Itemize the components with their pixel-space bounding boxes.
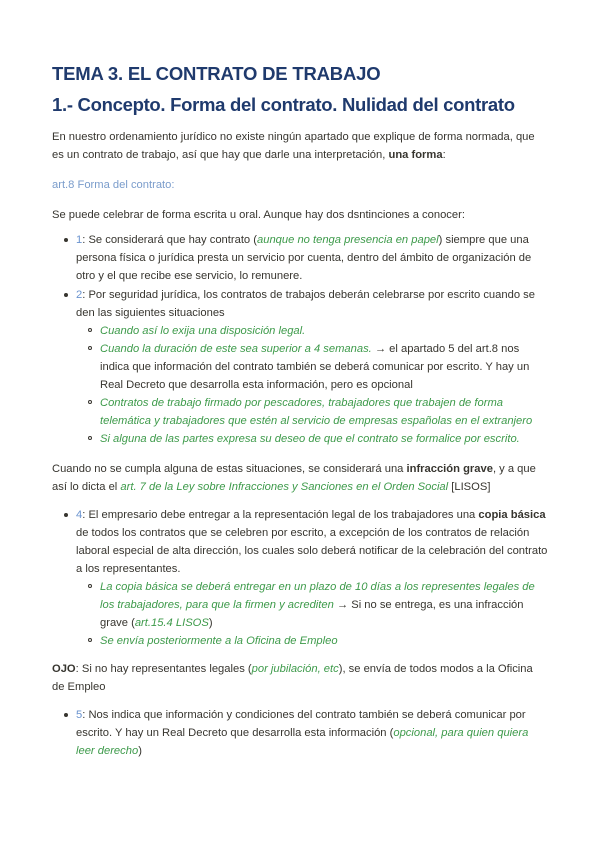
se-puede-paragraph: Se puede celebrar de forma escrita u oral. Aunque hay dos dsntinciones a conocer: — [52, 209, 465, 221]
sub-text: → Si no se entrega, es una infracción grave ( — [100, 599, 524, 629]
list-item — [76, 231, 548, 285]
section-heading: 1.- Concepto. Forma del contrato. Nulidad del contrato — [52, 94, 515, 115]
sublist-item — [100, 340, 548, 394]
sublist-item: Contratos de trabajo firmado por pescadores, trabajadores que trabajen de forma telemática y trabajadores que estén al servicio de empresas españolas en el extranjero — [100, 394, 548, 430]
sublist-item: Si alguna de las partes expresa su deseo de que el contrato se formalice por escrito. — [100, 430, 548, 448]
sub-green-text: art.15.4 LISOS — [134, 617, 209, 629]
document-title: TEMA 3. EL CONTRATO DE TRABAJO — [52, 63, 381, 84]
sub-green-text: La copia básica se deberá entregar en un plazo de 10 días a los representes legales de los trabajadores, para que la firmen y acrediten — [100, 581, 535, 611]
sublist-item — [100, 578, 548, 632]
intro-bold: una forma — [388, 149, 443, 161]
item-number: 4 — [76, 509, 83, 521]
ojo-green: por jubilación, etc — [251, 663, 339, 675]
cuando-text: , y a que así lo dicta el — [52, 463, 536, 493]
ojo-text: : Si no hay representantes legales ( — [75, 663, 252, 675]
intro-text: En nuestro ordenamiento jurídico no existe ningún apartado que explique de forma normada, que es un contrato de trabajo, así que hay que darle una interpretación, — [52, 131, 535, 161]
item-number: 2 — [76, 289, 83, 301]
list-item — [76, 506, 548, 650]
item-text: de todos los contratos que se celebren por escrito, a excepción de los contratos de relación laboral especial de alta dirección, los cuales solo deberá notificar de la celebración del contrato a los representantes. — [76, 527, 548, 575]
item-green-text: opcional, para quien quiera leer derecho — [76, 727, 529, 757]
list-info — [52, 706, 548, 760]
cuando-paragraph — [52, 460, 548, 496]
item-text: : El empresario debe entregar a la representación legal de los trabajadores una — [82, 509, 479, 521]
list-item — [76, 286, 548, 448]
item-green-text: aunque no tenga presencia en papel — [257, 234, 439, 246]
cuando-bold: infracción grave — [406, 463, 493, 475]
item-text: : Por seguridad jurídica, los contratos de trabajos deberán celebrarse por escrito cuando se den las siguientes situaciones — [76, 289, 535, 319]
cuando-green: art. 7 de la Ley sobre Infracciones y Sanciones en el Orden Social — [120, 481, 449, 493]
sub-text: ) — [208, 617, 213, 629]
sub-text: → el apartado 5 del art.8 nos indica que información del contrato también se deberá comunicar por escrito. Y hay un Real Decreto que desarrolla esta información, pero es opcional — [100, 343, 530, 391]
intro-end: : — [442, 149, 446, 161]
item-text: ) siempre que una persona física o jurídica presta un servicio por cuenta, dentro del ámbito de organización de otro y el que recibe ese servicio, lo remunere. — [76, 234, 532, 282]
item-number: 1 — [76, 234, 83, 246]
item-text: ) — [138, 745, 142, 757]
sublist — [76, 322, 548, 448]
sublist-item: Cuando así lo exija una disposición legal. — [100, 322, 548, 340]
ojo-bold: OJO — [52, 663, 76, 675]
cuando-text: [LISOS] — [448, 481, 491, 493]
item-text: : Se considerará que hay contrato ( — [82, 234, 257, 246]
list-copia — [52, 506, 548, 650]
intro-paragraph — [52, 128, 548, 164]
article-heading: art.8 Forma del contrato: — [52, 179, 175, 191]
ojo-paragraph — [52, 660, 548, 696]
list-situations — [52, 231, 548, 448]
list-item — [76, 706, 548, 760]
item-text: : Nos indica que información y condiciones del contrato también se deberá comunicar por escrito. Y hay un Real Decreto que desarrolla esta información ( — [76, 709, 526, 739]
item-bold: copia básica — [478, 509, 546, 521]
cuando-text: Cuando no se cumpla alguna de estas situaciones, se considerará una — [52, 463, 407, 475]
sublist — [76, 578, 548, 650]
sub-green-text: Cuando la duración de este sea superior a 4 semanas. — [100, 343, 372, 355]
sublist-item: Se envía posteriormente a la Oficina de Empleo — [100, 632, 548, 650]
ojo-text: ), se envía de todos modos a la Oficina de Empleo — [52, 663, 533, 693]
item-number: 5 — [76, 709, 83, 721]
